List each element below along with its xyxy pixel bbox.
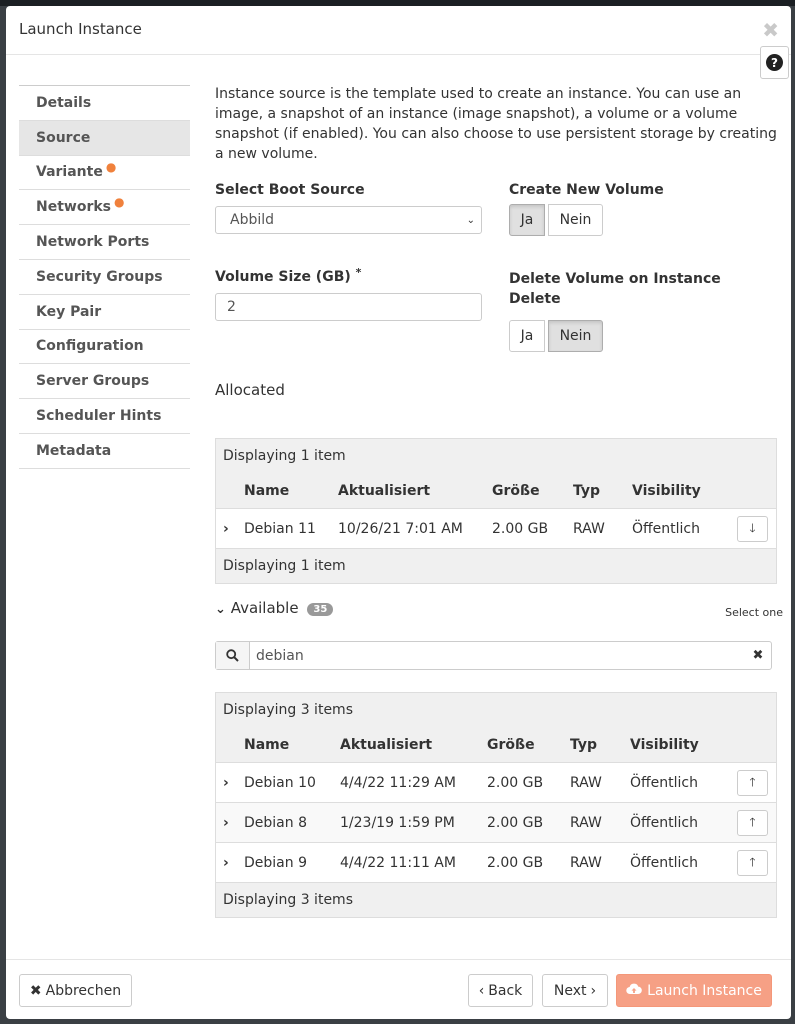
sidebar-item-variante[interactable] — [19, 156, 190, 191]
row-type: RAW — [570, 774, 602, 791]
table-caption: Displaying 1 item — [223, 448, 346, 464]
row-updated: 1/23/19 1:59 PM — [340, 814, 455, 831]
row-visibility: Öffentlich — [630, 854, 698, 871]
sidebar-item-label: Networks — [36, 199, 112, 216]
column-header-type[interactable]: Typ — [570, 736, 598, 753]
select-one-hint: Select one — [725, 606, 783, 619]
allocated-heading: Allocated — [215, 381, 285, 399]
row-visibility: Öffentlich — [630, 774, 698, 791]
sidebar-item-label: Network Ports — [36, 234, 150, 251]
delete-volume-yes-button[interactable]: Ja — [509, 320, 545, 352]
sidebar-item-label: Server Groups — [36, 373, 150, 390]
row-name: Debian 9 — [244, 854, 307, 871]
create-volume-yes-button[interactable]: Ja — [509, 204, 545, 236]
allocated-table — [215, 438, 777, 584]
chevron-down-icon: ⌄ — [466, 214, 475, 226]
row-name: Debian 10 — [244, 774, 316, 791]
chevron-right-icon[interactable]: › — [223, 774, 229, 791]
table-row — [216, 843, 776, 883]
create-volume-label: Create New Volume — [509, 182, 664, 198]
column-header-name[interactable]: Name — [244, 482, 290, 499]
row-updated: 4/4/22 11:11 AM — [340, 854, 456, 871]
sidebar-item-label: Details — [36, 94, 92, 111]
required-indicator-icon: ● — [105, 160, 117, 175]
chevron-right-icon[interactable]: › — [223, 520, 229, 537]
volume-size-label-text: Volume Size (GB) — [215, 269, 351, 285]
sidebar-item-label: Metadata — [36, 442, 112, 459]
column-header-visibility[interactable]: Visibility — [632, 482, 701, 499]
row-visibility: Öffentlich — [632, 520, 700, 537]
row-size: 2.00 GB — [487, 814, 544, 831]
row-name: Debian 8 — [244, 814, 307, 831]
modal-title: Launch Instance — [19, 20, 142, 38]
sidebar-item-server-groups[interactable] — [19, 364, 190, 399]
sidebar-item-key-pair[interactable] — [19, 295, 190, 330]
column-header-size[interactable]: Größe — [487, 736, 535, 753]
next-button[interactable] — [542, 974, 608, 1007]
available-toggle[interactable] — [215, 599, 333, 617]
deallocate-button[interactable] — [737, 516, 768, 542]
column-header-size[interactable]: Größe — [492, 482, 540, 499]
sidebar-item-network-ports[interactable] — [19, 225, 190, 260]
sidebar-item-networks[interactable] — [19, 190, 190, 225]
row-type: RAW — [570, 814, 602, 831]
table-header — [216, 727, 776, 763]
column-header-visibility[interactable]: Visibility — [630, 736, 699, 753]
delete-volume-label: Delete Volume on Instance Delete — [509, 271, 721, 307]
create-volume-toggle — [509, 204, 603, 236]
next-button-label: Next — [553, 982, 587, 999]
allocate-button[interactable] — [737, 850, 768, 876]
sidebar-item-label: Configuration — [36, 338, 144, 355]
cancel-button[interactable] — [19, 974, 132, 1007]
allocate-button[interactable] — [737, 770, 768, 796]
row-type: RAW — [570, 854, 602, 871]
close-icon[interactable]: ✖ — [762, 18, 779, 42]
modal-footer — [6, 959, 791, 1019]
wizard-nav — [19, 85, 190, 469]
available-count-badge: 35 — [307, 603, 333, 616]
boot-source-select[interactable] — [215, 206, 482, 234]
delete-volume-no-button[interactable]: Nein — [548, 320, 603, 352]
question-icon: ? — [766, 54, 783, 71]
table-header — [216, 473, 776, 509]
sidebar-item-label: Security Groups — [36, 268, 163, 285]
delete-volume-toggle — [509, 320, 603, 352]
sidebar-item-label: Variante — [36, 164, 103, 181]
chevron-down-icon: ⌄ — [215, 602, 226, 617]
table-caption: Displaying 3 items — [223, 702, 353, 718]
create-volume-no-button[interactable]: Nein — [548, 204, 603, 236]
row-visibility: Öffentlich — [630, 814, 698, 831]
sidebar-item-source[interactable] — [19, 121, 190, 156]
modal-header — [6, 6, 791, 55]
row-size: 2.00 GB — [487, 774, 544, 791]
cancel-button-label: Abbrechen — [45, 982, 122, 999]
arrow-up-icon: 🡑 — [749, 774, 756, 789]
chevron-right-icon[interactable]: › — [223, 814, 229, 831]
search-icon — [216, 642, 250, 669]
arrow-down-icon: 🡓 — [749, 520, 756, 535]
volume-size-input[interactable]: 2 — [215, 293, 482, 321]
sidebar-item-details[interactable] — [19, 86, 190, 121]
row-updated: 10/26/21 7:01 AM — [338, 520, 463, 537]
sidebar-item-label: Key Pair — [36, 303, 102, 320]
chevron-right-icon: › — [590, 982, 597, 999]
sidebar-item-label: Scheduler Hints — [36, 408, 162, 425]
chevron-left-icon: ‹ — [478, 982, 485, 999]
volume-size-label — [215, 266, 362, 285]
table-row — [216, 763, 776, 803]
available-table — [215, 692, 777, 918]
required-indicator-icon: ● — [114, 195, 125, 210]
row-size: 2.00 GB — [487, 854, 544, 871]
allocate-button[interactable] — [737, 810, 768, 836]
source-panel — [215, 84, 783, 908]
chevron-right-icon[interactable]: › — [223, 854, 229, 871]
sidebar-item-security-groups[interactable] — [19, 260, 190, 295]
column-header-name[interactable]: Name — [244, 736, 290, 753]
arrow-up-icon: 🡑 — [749, 814, 756, 829]
table-footer: Displaying 1 item — [223, 558, 346, 574]
arrow-up-icon: 🡑 — [749, 854, 756, 869]
table-row — [216, 509, 776, 549]
launch-instance-button[interactable] — [616, 974, 772, 1007]
cloud-upload-icon — [626, 983, 642, 999]
row-type: RAW — [573, 520, 605, 537]
help-button[interactable] — [760, 46, 789, 79]
required-asterisk: * — [355, 266, 362, 279]
boot-source-value: Abbild — [230, 212, 275, 228]
row-size: 2.00 GB — [492, 520, 549, 537]
sidebar-item-metadata[interactable] — [19, 434, 190, 469]
column-header-updated[interactable]: Aktualisiert — [340, 736, 433, 753]
back-button[interactable] — [468, 974, 533, 1007]
column-header-type[interactable]: Typ — [573, 482, 601, 499]
available-heading: Available — [230, 599, 299, 617]
source-intro-text: Instance source is the template used to create an instance. You can use an image, a snapshot of an instance (image snapshot), a volume or a volume snapshot (if enabled). You can also choose to use persistent storage by creating a new volume. — [215, 86, 777, 162]
sidebar-item-scheduler-hints[interactable] — [19, 399, 190, 434]
boot-source-label: Select Boot Source — [215, 182, 365, 198]
close-icon: ✖ — [29, 982, 42, 999]
sidebar-item-configuration[interactable] — [19, 330, 190, 365]
launch-instance-modal — [6, 6, 791, 1019]
row-updated: 4/4/22 11:29 AM — [340, 774, 456, 791]
back-button-label: Back — [488, 982, 523, 999]
row-name: Debian 11 — [244, 520, 316, 537]
clear-search-icon[interactable]: ✖ — [752, 648, 764, 663]
table-footer: Displaying 3 items — [223, 892, 353, 908]
launch-instance-label: Launch Instance — [647, 982, 762, 999]
column-header-updated[interactable]: Aktualisiert — [338, 482, 431, 499]
sidebar-item-label: Source — [36, 129, 91, 146]
table-row — [216, 803, 776, 843]
available-search — [215, 641, 772, 670]
search-input[interactable]: debian — [256, 647, 304, 664]
